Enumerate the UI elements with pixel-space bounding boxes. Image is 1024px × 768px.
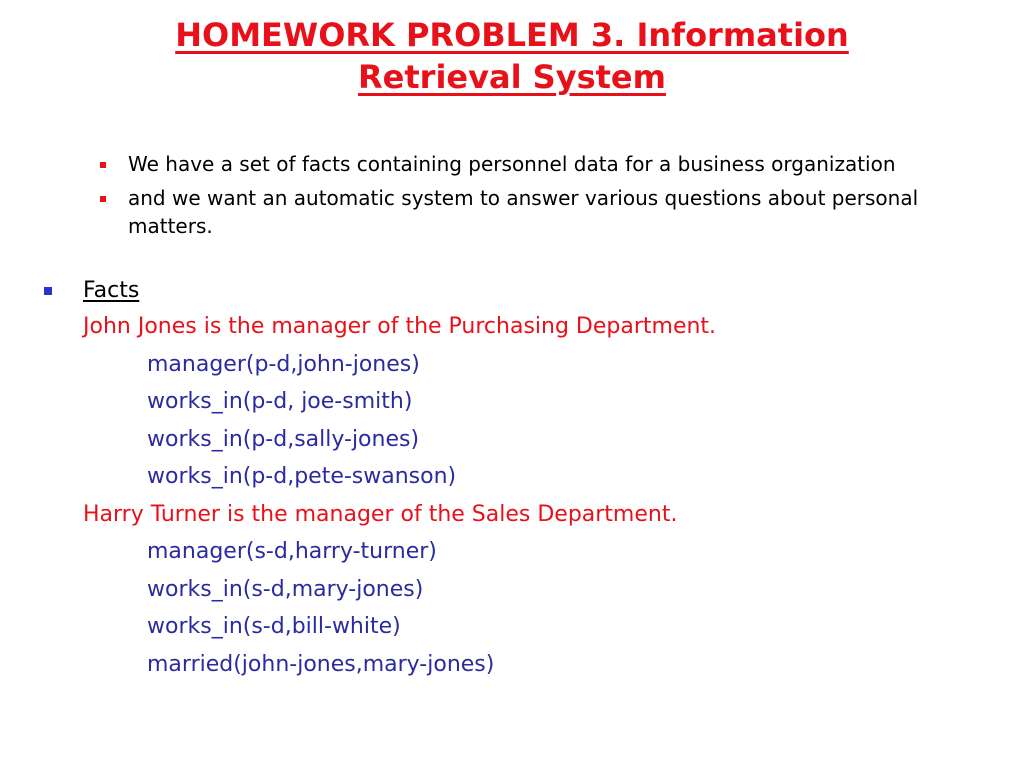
- fact-predicate: works_in(p-d,sally-jones): [147, 426, 420, 452]
- intro-bullet-text: and we want an automatic system to answer various questions about personal matters.: [128, 186, 919, 238]
- fact-statement: John Jones is the manager of the Purchasing Department.: [83, 314, 717, 339]
- intro-bullet-list: [100, 150, 930, 246]
- fact-statement: Harry Turner is the manager of the Sales Department.: [83, 501, 678, 527]
- fact-predicate: manager(p-d,john-jones): [147, 351, 420, 377]
- facts-heading-row: [44, 274, 984, 308]
- fact-predicate: works_in(s-d,bill-white): [147, 614, 401, 639]
- fact-predicate: works_in(p-d, joe-smith): [147, 389, 413, 414]
- square-bullet-icon: [100, 162, 106, 168]
- square-bullet-icon: [44, 287, 52, 295]
- fact-predicate: manager(s-d,harry-turner): [147, 539, 437, 564]
- intro-bullet-text: We have a set of facts containing personnel data for a business organization: [128, 152, 896, 176]
- title-line-2: Retrieval System: [358, 58, 666, 96]
- facts-heading: Facts: [83, 278, 140, 303]
- fact-predicate: works_in(s-d,mary-jones): [147, 576, 424, 602]
- intro-bullet-item: [100, 184, 930, 240]
- fact-predicate: married(john-jones,mary-jones): [147, 651, 495, 677]
- facts-section: [44, 274, 984, 683]
- square-bullet-icon: [100, 196, 106, 202]
- fact-predicate: works_in(p-d,pete-swanson): [147, 464, 457, 489]
- intro-bullet-item: [100, 150, 930, 178]
- slide-title: [0, 14, 1024, 98]
- title-line-1: HOMEWORK PROBLEM 3. Information: [175, 16, 849, 54]
